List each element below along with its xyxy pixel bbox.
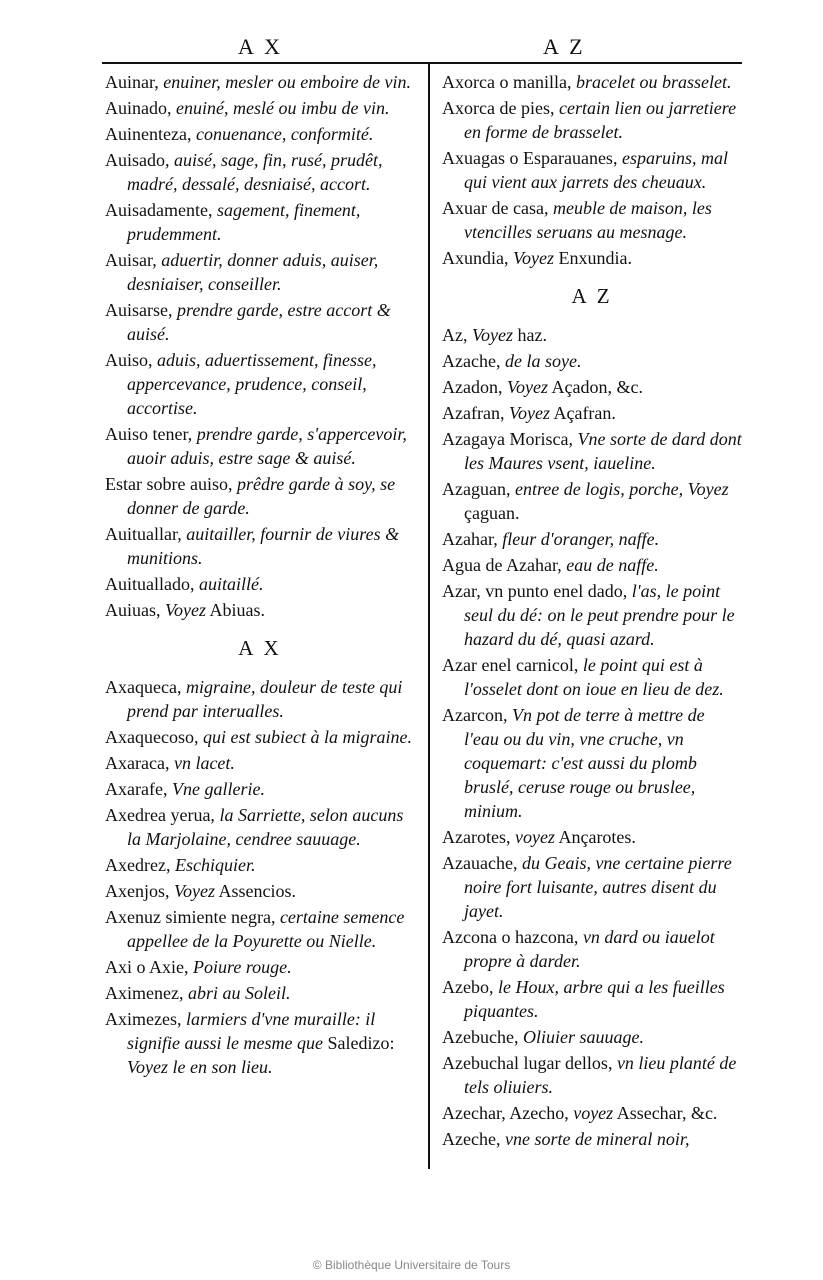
dictionary-entry	[105, 879, 415, 903]
definition: esparuins, mal qui vient aux jarrets des cheuaux.	[464, 148, 728, 192]
dictionary-entry	[442, 1025, 742, 1049]
dictionary-entry	[105, 70, 415, 94]
definition: aduis, aduertissement, finesse, appercevance, prudence, conseil, accortise.	[127, 350, 377, 418]
headword: Az,	[442, 325, 468, 345]
left-column	[105, 70, 415, 1081]
headword-ref: Assechar, &c.	[613, 1103, 718, 1123]
dictionary-entry	[105, 777, 415, 801]
dictionary-entry	[105, 148, 415, 196]
definition: Eschiquier.	[170, 855, 256, 875]
definition: Voyez	[169, 881, 215, 901]
definition: Poiure rouge.	[188, 957, 292, 977]
dictionary-entry	[105, 853, 415, 877]
headword: Axuagas o Esparauanes,	[442, 148, 618, 168]
headword: Azache,	[442, 351, 501, 371]
dictionary-entry	[105, 472, 415, 520]
definition: bracelet ou brasselet.	[571, 72, 732, 92]
definition: meuble de maison, les vtencilles seruans au mesnage.	[464, 198, 712, 242]
headword-ref: Abiuas.	[205, 600, 265, 620]
headword-ref: Enxundia.	[553, 248, 632, 268]
headword: Azar enel carnicol,	[442, 655, 579, 675]
section-heading: A X	[238, 636, 282, 660]
headword: Axaqueca,	[105, 677, 182, 697]
dictionary-entry	[442, 579, 742, 651]
headword: Auiso,	[105, 350, 153, 370]
dictionary-entry	[442, 146, 742, 194]
headword: Auisadamente,	[105, 200, 213, 220]
definition: voyez	[568, 1103, 614, 1123]
headword-ref: çaguan.	[464, 503, 520, 523]
headword-ref: Açafran.	[549, 403, 616, 423]
headword: Auinenteza,	[105, 124, 192, 144]
headword: Auiuas,	[105, 600, 161, 620]
dictionary-entry	[442, 323, 742, 347]
headword: Axorca o manilla,	[442, 72, 572, 92]
running-header-left: A X	[238, 34, 284, 59]
column-divider	[428, 64, 430, 1169]
header-rule	[102, 62, 742, 64]
headword: Azahar,	[442, 529, 498, 549]
definition: entree de logis, porche, Voyez	[510, 479, 729, 499]
definition: l'as, le point seul du dé: on le peut prendre pour le hazard du dé, quasi azard.	[464, 581, 735, 649]
definition: Voyez	[160, 600, 206, 620]
headword: Axi o Axie,	[105, 957, 189, 977]
dictionary-entry	[105, 955, 415, 979]
headword: Axedrea yerua,	[105, 805, 215, 825]
headword-ref: Ançarotes.	[554, 827, 636, 847]
dictionary-entry	[442, 703, 742, 823]
headword: Axaquecoso,	[105, 727, 199, 747]
dictionary-entry	[105, 905, 415, 953]
headword: Azafran,	[442, 403, 505, 423]
headword: Auinar,	[105, 72, 159, 92]
dictionary-entry	[442, 553, 742, 577]
definition: Vn pot de terre à mettre de l'eau ou du vin, vne cruche, vn coquemart: c'est aussi du plomb bruslé, ceruse rouge ou bruslee, minium.	[464, 705, 705, 821]
section-heading: A Z	[571, 284, 613, 308]
headword: Azarcon,	[442, 705, 508, 725]
dictionary-entry	[105, 572, 415, 596]
dictionary-entry	[442, 1101, 742, 1125]
definition: prêdre garde à soy, se donner de garde.	[127, 474, 396, 518]
headword: Axedrez,	[105, 855, 171, 875]
dictionary-entry	[105, 522, 415, 570]
headword: Auituallar,	[105, 524, 182, 544]
headword-ref: Saledizo:	[322, 1033, 395, 1053]
definition: le point qui est à l'osselet dont on ioue en lieu de dez.	[464, 655, 724, 699]
definition: Voyez	[504, 403, 550, 423]
definition: larmiers d'vne muraille: il signifie aussi le mesme que	[127, 1009, 376, 1053]
dictionary-entry	[105, 1007, 415, 1079]
dictionary-entry	[105, 803, 415, 851]
definition: prendre garde, s'appercevoir, auoir aduis, estre sage & auisé.	[127, 424, 407, 468]
headword: Auisarse,	[105, 300, 173, 320]
definition: eau de naffe.	[561, 555, 659, 575]
dictionary-entry	[105, 298, 415, 346]
dictionary-entry	[105, 598, 415, 622]
headword: Auisar,	[105, 250, 157, 270]
definition: Voyez	[502, 377, 548, 397]
headword-ref: haz.	[512, 325, 547, 345]
definition: aduertir, donner aduis, auiser, desniaiser, conseiller.	[127, 250, 379, 294]
headword: Aximenez,	[105, 983, 184, 1003]
dictionary-entry	[442, 196, 742, 244]
definition: Voyez	[467, 325, 513, 345]
dictionary-entry	[442, 653, 742, 701]
headword-ref: Assencios.	[214, 881, 296, 901]
dictionary-entry	[442, 246, 742, 270]
headword: Axenuz simiente negra,	[105, 907, 276, 927]
definition: vne sorte de mineral noir,	[500, 1129, 690, 1149]
headword: Aximezes,	[105, 1009, 182, 1029]
headword: Azechar, Azecho,	[442, 1103, 569, 1123]
definition: Vne gallerie.	[167, 779, 265, 799]
dictionary-entry	[105, 725, 415, 749]
dictionary-entry	[442, 401, 742, 425]
headword: Azadon,	[442, 377, 503, 397]
dictionary-entry	[442, 825, 742, 849]
headword: Azar, vn punto enel dado,	[442, 581, 628, 601]
definition: certaine semence appellee de la Poyurette ou Nielle.	[127, 907, 405, 951]
dictionary-entry	[442, 1051, 742, 1099]
right-column	[442, 70, 742, 1153]
definition: conuenance, conformité.	[191, 124, 374, 144]
dictionary-entry	[442, 925, 742, 973]
definition: de la soye.	[500, 351, 582, 371]
definition: vn lieu planté de tels oliuiers.	[464, 1053, 737, 1097]
definition: abri au Soleil.	[183, 983, 291, 1003]
definition: certain lien ou jarretiere en forme de brasselet.	[464, 98, 737, 142]
headword: Axorca de pies,	[442, 98, 555, 118]
definition: Vne sorte de dard dont les Maures vsent, iaueline.	[464, 429, 742, 473]
dictionary-entry	[442, 70, 742, 94]
headword: Axaraca,	[105, 753, 170, 773]
definition: vn dard ou iauelot propre à darder.	[464, 927, 715, 971]
definition: enuiné, meslé ou imbu de vin.	[171, 98, 390, 118]
definition: qui est subiect à la migraine.	[198, 727, 412, 747]
headword: Azauache,	[442, 853, 518, 873]
definition: fleur d'oranger, naffe.	[497, 529, 660, 549]
dictionary-entry	[105, 422, 415, 470]
headword: Auiso tener,	[105, 424, 193, 444]
dictionary-entry	[442, 527, 742, 551]
definition: prendre garde, estre accort & auisé.	[127, 300, 391, 344]
definition: auitailler, fournir de viures & munitions.	[127, 524, 400, 568]
definition: Oliuier sauuage.	[518, 1027, 644, 1047]
definition: du Geais, vne certaine pierre noire fort luisante, autres disent du jayet.	[464, 853, 732, 921]
headword: Azeche,	[442, 1129, 501, 1149]
dictionary-entry	[442, 375, 742, 399]
definition: sagement, finement, prudemment.	[127, 200, 361, 244]
headword: Azebo,	[442, 977, 494, 997]
definition: la Sarriette, selon aucuns la Marjolaine, cendree sauuage.	[127, 805, 404, 849]
headword: Azebuchal lugar dellos,	[442, 1053, 613, 1073]
dictionary-entry	[442, 96, 742, 144]
dictionary-entry	[105, 981, 415, 1005]
headword: Axundia,	[442, 248, 509, 268]
dictionary-entry	[105, 198, 415, 246]
running-header-right: A Z	[543, 34, 586, 59]
headword: Azagaya Morisca,	[442, 429, 573, 449]
dictionary-entry	[105, 248, 415, 296]
dictionary-entry	[442, 477, 742, 525]
dictionary-entry	[442, 427, 742, 475]
headword: Axuar de casa,	[442, 198, 549, 218]
dictionary-entry	[442, 851, 742, 923]
definition: migraine, douleur de teste qui prend par interualles.	[127, 677, 403, 721]
headword: Axenjos,	[105, 881, 170, 901]
headword: Estar sobre auiso,	[105, 474, 233, 494]
definition: vn lacet.	[169, 753, 235, 773]
definition: voyez	[510, 827, 555, 847]
dictionary-entry	[105, 122, 415, 146]
headword: Azaguan,	[442, 479, 511, 499]
headword: Azcona o hazcona,	[442, 927, 579, 947]
headword: Auituallado,	[105, 574, 195, 594]
dictionary-entry	[442, 349, 742, 373]
definition: Voyez	[508, 248, 554, 268]
definition: enuiner, mesler ou emboire de vin.	[158, 72, 412, 92]
definition: le Houx, arbre qui a les fueilles piquantes.	[464, 977, 725, 1021]
headword-ref: Açadon, &c.	[547, 377, 643, 397]
headword: Agua de Azahar,	[442, 555, 562, 575]
headword: Azarotes,	[442, 827, 511, 847]
definition: auitaillé.	[194, 574, 264, 594]
dictionary-entry	[105, 675, 415, 723]
dictionary-entry	[105, 348, 415, 420]
copyright-footer: © Bibliothèque Universitaire de Tours	[312, 1258, 511, 1272]
headword: Azebuche,	[442, 1027, 519, 1047]
dictionary-entry	[442, 1127, 742, 1151]
headword: Axarafe,	[105, 779, 168, 799]
headword: Auinado,	[105, 98, 172, 118]
headword: Auisado,	[105, 150, 170, 170]
dictionary-entry	[442, 975, 742, 1023]
definition-cont: Voyez le en son lieu.	[127, 1057, 273, 1077]
dictionary-entry	[105, 751, 415, 775]
dictionary-entry	[105, 96, 415, 120]
definition: auisé, sage, fin, rusé, prudêt, madré, dessalé, desniaisé, accort.	[127, 150, 383, 194]
